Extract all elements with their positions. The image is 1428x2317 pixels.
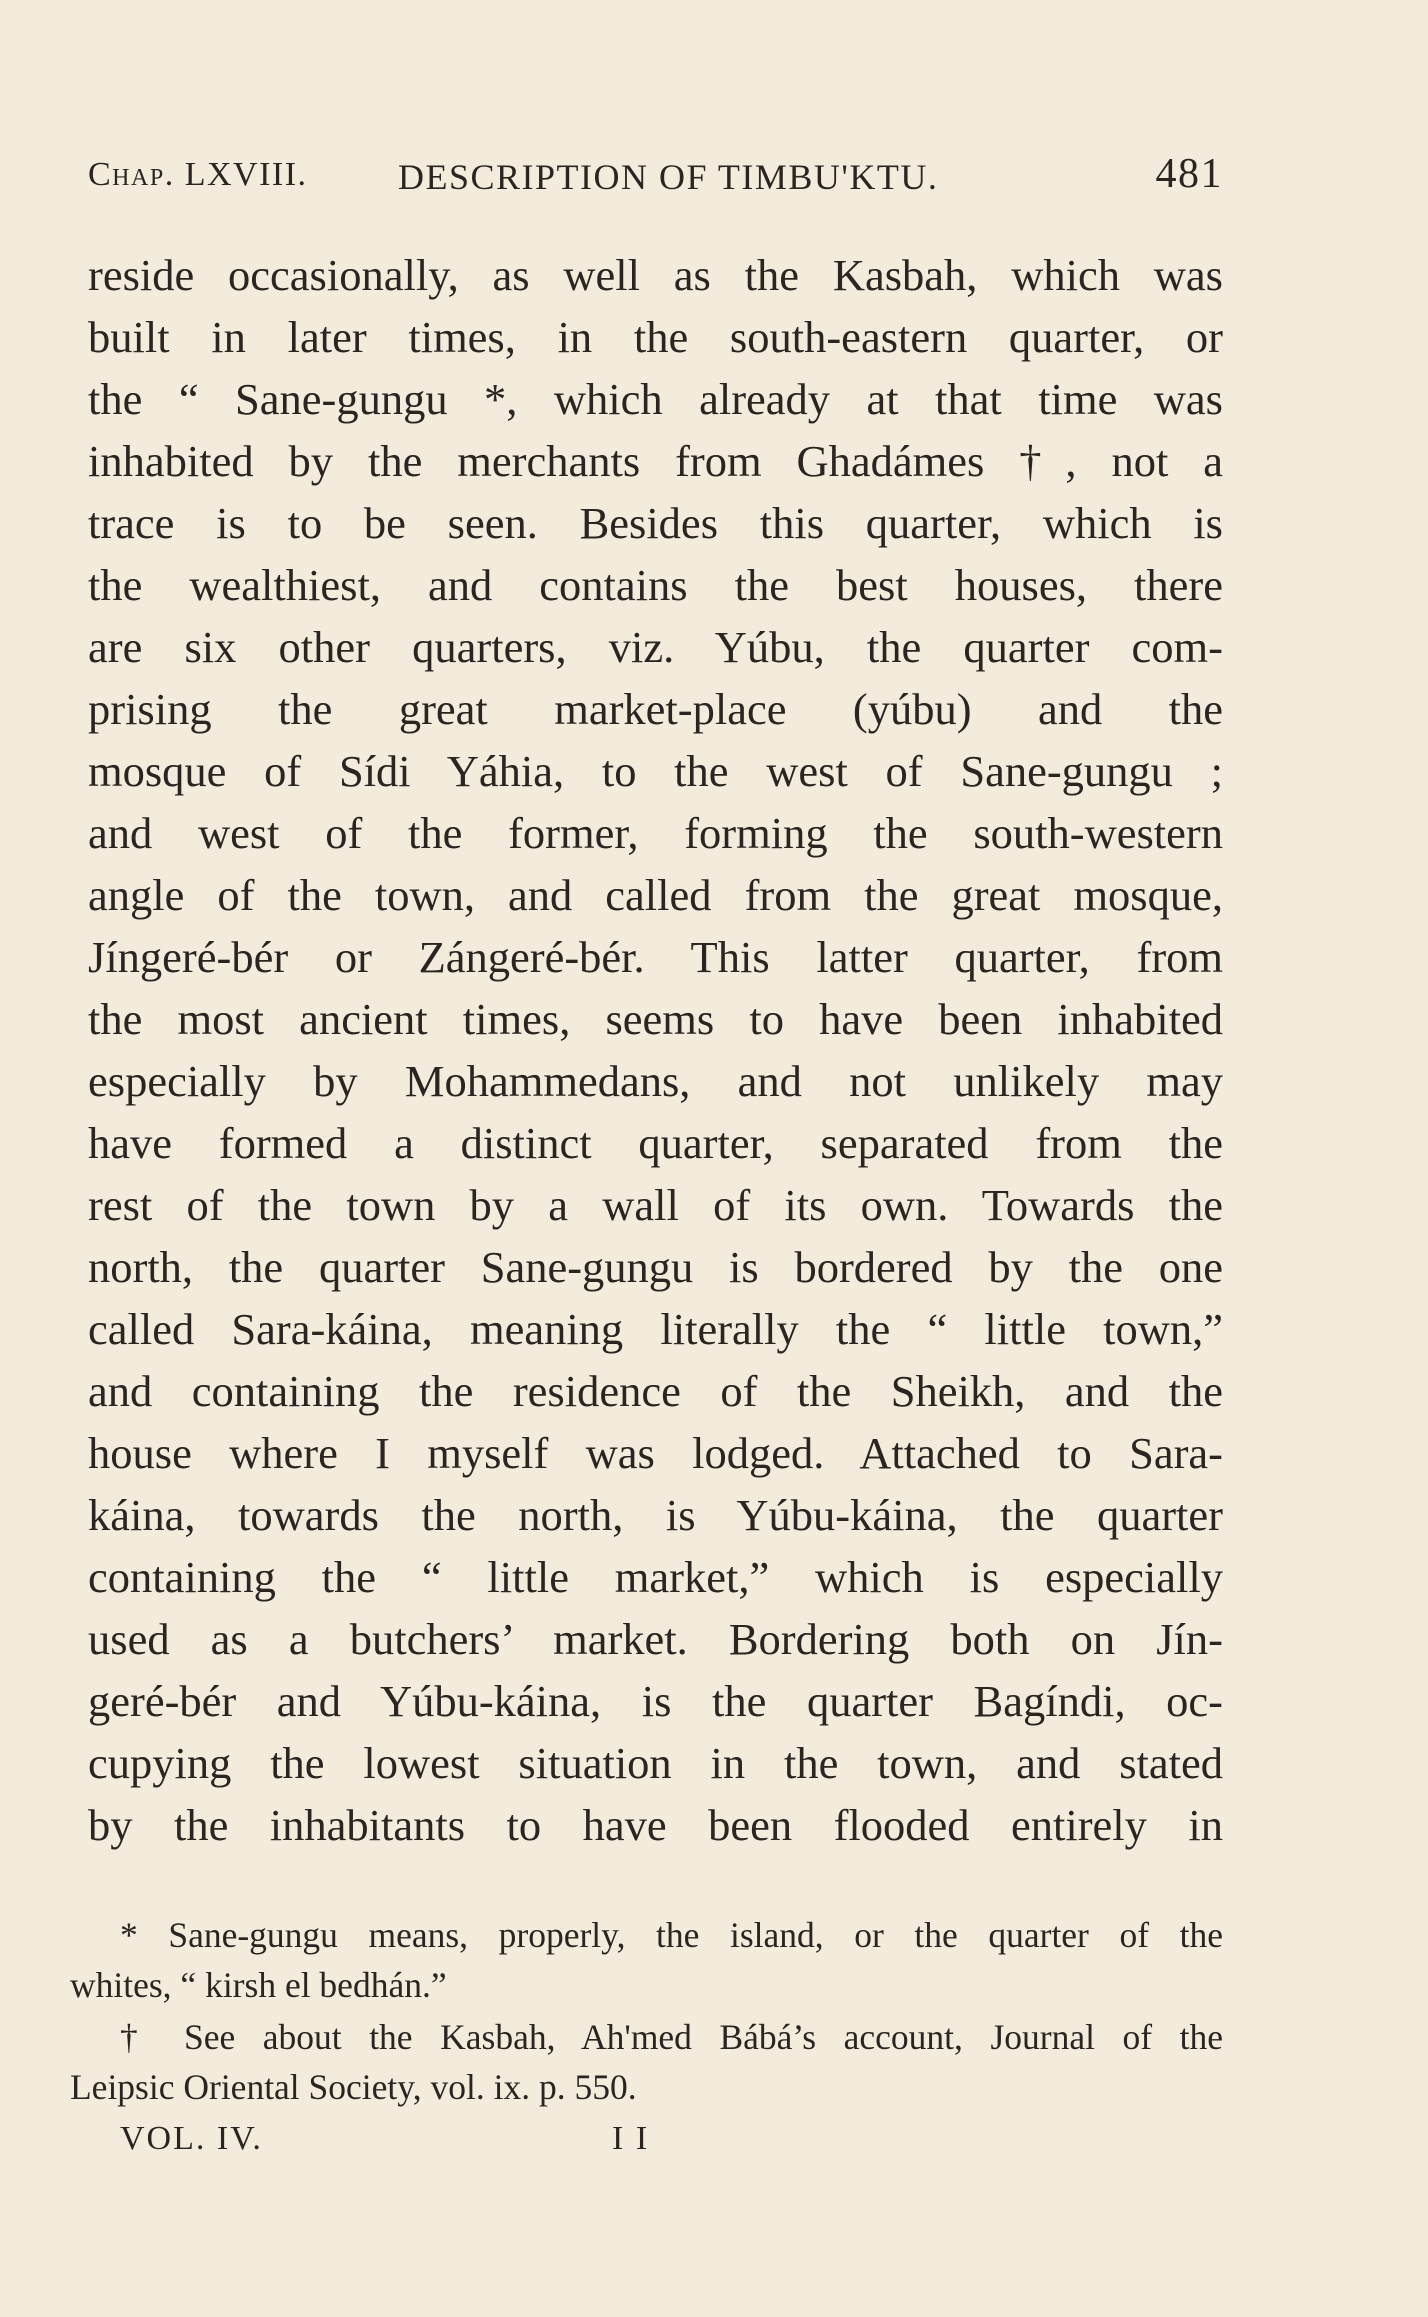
body-line: geré-bér and Yúbu-káina, is the quarter Bagíndi, oc- (88, 1676, 1223, 1726)
body-line: the wealthiest, and contains the best houses, there (88, 560, 1223, 610)
body-line: called Sara-káina, meaning literally the “ little town,” (88, 1304, 1223, 1354)
signature-line (120, 2120, 680, 2170)
body-line: reside occasionally, as well as the Kasbah, which was (88, 250, 1223, 300)
body-line: cupying the lowest situation in the town, and stated (88, 1738, 1223, 1788)
body-line: and west of the former, forming the south-western (88, 808, 1223, 858)
body-line: mosque of Sídi Yáhia, to the west of Sane-gungu ; (88, 746, 1223, 796)
body-line: are six other quarters, viz. Yúbu, the quarter com- (88, 622, 1223, 672)
body-line: the most ancient times, seems to have been inhabited (88, 994, 1223, 1044)
page-title: DESCRIPTION OF TIMBU'KTU. (398, 157, 939, 197)
signature-mark: I I (612, 2120, 650, 2157)
footnote-kasbah: † See about the Kasbah, Ah'med Bábá’s account, Journal of the (120, 2017, 1223, 2057)
body-line: house where I myself was lodged. Attached to Sara- (88, 1428, 1223, 1478)
body-line: containing the “ little market,” which is especially (88, 1552, 1223, 1602)
body-line: and containing the residence of the Sheikh, and the (88, 1366, 1223, 1416)
body-line: have formed a distinct quarter, separated from the (88, 1118, 1223, 1168)
footnote-kasbah-continued: Leipsic Oriental Society, vol. ix. p. 550. (70, 2067, 637, 2107)
body-line: trace is to be seen. Besides this quarter, which is (88, 498, 1223, 548)
volume-label: VOL. IV. (120, 2120, 263, 2157)
body-text (88, 244, 1223, 1856)
body-line: prising the great market-place (yúbu) and the (88, 684, 1223, 734)
body-line: rest of the town by a wall of its own. Towards the (88, 1180, 1223, 1230)
body-line: by the inhabitants to have been flooded entirely in (88, 1800, 1223, 1850)
body-line: especially by Mohammedans, and not unlikely may (88, 1056, 1223, 1106)
page-number: 481 (1155, 151, 1223, 197)
body-line: north, the quarter Sane-gungu is bordered by the one (88, 1242, 1223, 1292)
body-line: the “ Sane-gungu *, which already at that time was (88, 374, 1223, 424)
body-line: used as a butchers’ market. Bordering both on Jín- (88, 1614, 1223, 1664)
body-line: angle of the town, and called from the great mosque, (88, 870, 1223, 920)
body-line: káina, towards the north, is Yúbu-káina, the quarter (88, 1490, 1223, 1540)
body-line: Jíngeré-bér or Zángeré-bér. This latter quarter, from (88, 932, 1223, 982)
body-line: built in later times, in the south-eastern quarter, or (88, 312, 1223, 362)
chapter-label: Chap. LXVIII. (88, 156, 308, 193)
footnote-sane-gungu: * Sane-gungu means, properly, the island, or the quarter of the (120, 1915, 1223, 1955)
footnotes (70, 1910, 1223, 2112)
footnote-sane-gungu-continued: whites, “ kirsh el bedhán.” (70, 1965, 447, 2005)
running-head (88, 150, 1223, 206)
body-line: inhabited by the merchants from Ghadámes †, not a (88, 436, 1223, 486)
